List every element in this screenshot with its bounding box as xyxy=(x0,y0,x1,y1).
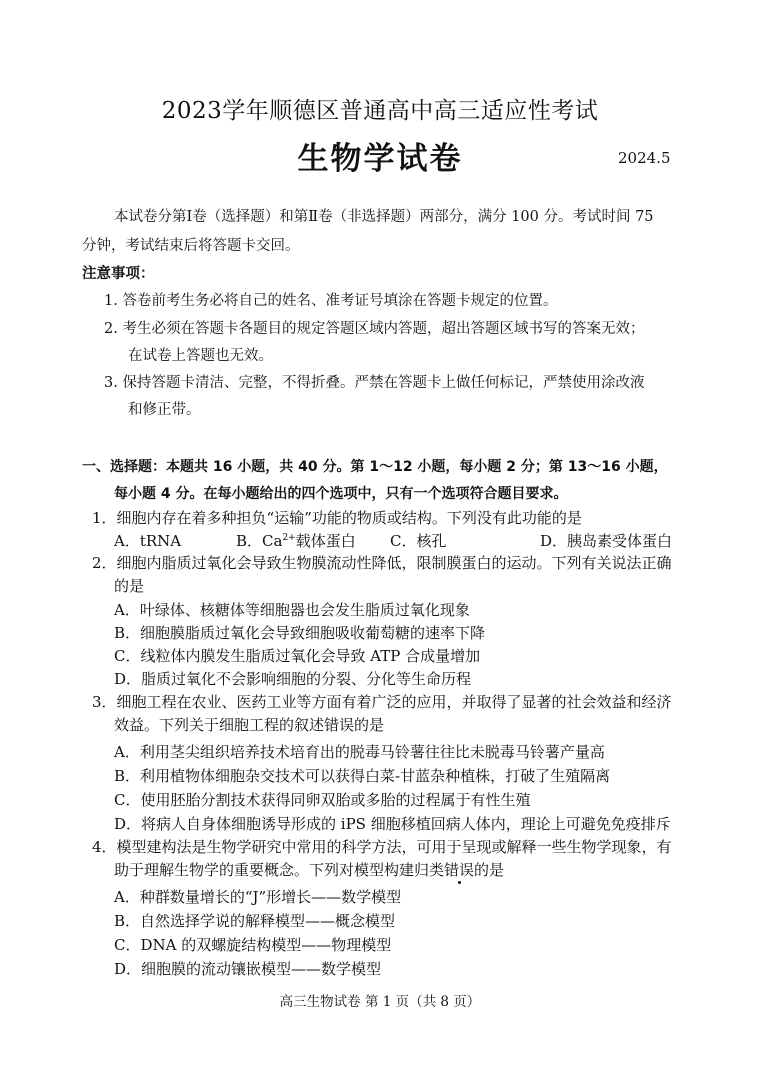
question-3-option-c: C．使用胚胎分割技术获得同卵双胎或多胎的过程属于有性生殖 xyxy=(114,791,531,809)
question-3-stem-line-1: 3．细胞工程在农业、医药工业等方面有着广泛的应用，并取得了显著的社会效益和经济 xyxy=(92,693,672,711)
question-3-option-b: B．利用植物体细胞杂交技术可以获得白菜-甘蓝杂种植株，打破了生殖隔离 xyxy=(114,767,611,785)
notice-item-2-line-2: 在试卷上答题也无效。 xyxy=(128,348,273,364)
question-2-option-d: D．脂质过氧化不会影响细胞的分裂、分化等生命历程 xyxy=(114,670,472,688)
question-2-stem-line-1: 2．细胞内脂质过氧化会导致生物膜流动性降低，限制膜蛋白的运动。下列有关说法正确 xyxy=(92,554,672,572)
intro-line-2: 分钟，考试结束后将答题卡交回。 xyxy=(82,238,300,254)
notice-item-1: 1. 答卷前考生务必将自己的姓名、准考证号填涂在答题卡规定的位置。 xyxy=(104,293,558,309)
exam-title: 2023学年顺德区普通高中高三适应性考试 xyxy=(161,98,599,124)
exam-date: 2024.5 xyxy=(618,149,671,167)
question-1-stem: 1．细胞内存在着多种担负“运输”功能的物质或结构。下列没有此功能的是 xyxy=(92,509,582,527)
notice-item-3-line-2: 和修正带。 xyxy=(128,402,201,418)
question-1-option-a: A．tRNA xyxy=(114,532,182,550)
question-2-option-b: B．细胞膜脂质过氧化会导致细胞吸收葡萄糖的速率下降 xyxy=(114,624,486,642)
notice-item-3-line-1: 3. 保持答题卡清洁、完整，不得折叠。严禁在答题卡上做任何标记，严禁使用涂改液 xyxy=(104,375,645,391)
notice-heading: 注意事项： xyxy=(82,266,155,282)
section-1-heading-line-2: 每小题 4 分。在每小题给出的四个选项中，只有一个选项符合题目要求。 xyxy=(114,486,568,502)
page-footer: 高三生物试卷 第 1 页（共 8 页） xyxy=(279,994,481,1010)
question-4-stem-line-2: 助于理解生物学的重要概念。下列对模型构建归类错误的是 xyxy=(114,861,505,879)
question-3-option-d: D．将病人自身体细胞诱导形成的 iPS 细胞移植回病人体内，理论上可避免免疫排斥 xyxy=(114,815,671,833)
notice-item-2-line-1: 2. 考生必须在答题卡各题目的规定答题区域内答题，超出答题区域书写的答案无效； xyxy=(104,321,645,337)
section-1-heading-line-1: 一、选择题：本题共 16 小题，共 40 分。第 1～12 小题，每小题 2 分；第 13～16 小题， xyxy=(82,459,668,475)
question-1-option-c: C．核孔 xyxy=(390,532,447,550)
question-1-option-d: D．胰岛素受体蛋白 xyxy=(540,532,673,550)
question-3-stem-line-2: 效益。下列关于细胞工程的叙述错误的是 xyxy=(114,716,385,734)
question-1-option-b: B．$Ca^{2+}$载体蛋白 xyxy=(236,532,356,550)
intro-line-1: 本试卷分第Ⅰ卷（选择题）和第Ⅱ卷（非选择题）两部分，满分 100 分。考试时间 75 xyxy=(114,209,654,225)
question-4-stem-line-1: 4．模型建构法是生物学研究中常用的科学方法，可用于呈现或解释一些生物学现象，有 xyxy=(92,838,672,856)
question-4-option-c: C．DNA 的双螺旋结构模型——物理模型 xyxy=(114,936,392,954)
subject-title: 生物学试卷 xyxy=(297,141,463,177)
question-4-option-b: B．自然选择学说的解释模型——概念模型 xyxy=(114,912,396,930)
question-2-stem-line-2: 的是 xyxy=(114,577,145,595)
question-3-option-a: A．利用茎尖组织培养技术培育出的脱毒马铃薯往往比未脱毒马铃薯产量高 xyxy=(114,743,605,761)
question-4-option-a: A．种群数量增长的“J”形增长——数学模型 xyxy=(114,888,402,906)
question-2-option-a: A．叶绿体、核糖体等细胞器也会发生脂质过氧化现象 xyxy=(114,601,470,619)
question-2-option-c: C．线粒体内膜发生脂质过氧化会导致 ATP 合成量增加 xyxy=(114,647,481,665)
question-4-option-d: D．细胞膜的流动镶嵌模型——数学模型 xyxy=(114,960,382,978)
